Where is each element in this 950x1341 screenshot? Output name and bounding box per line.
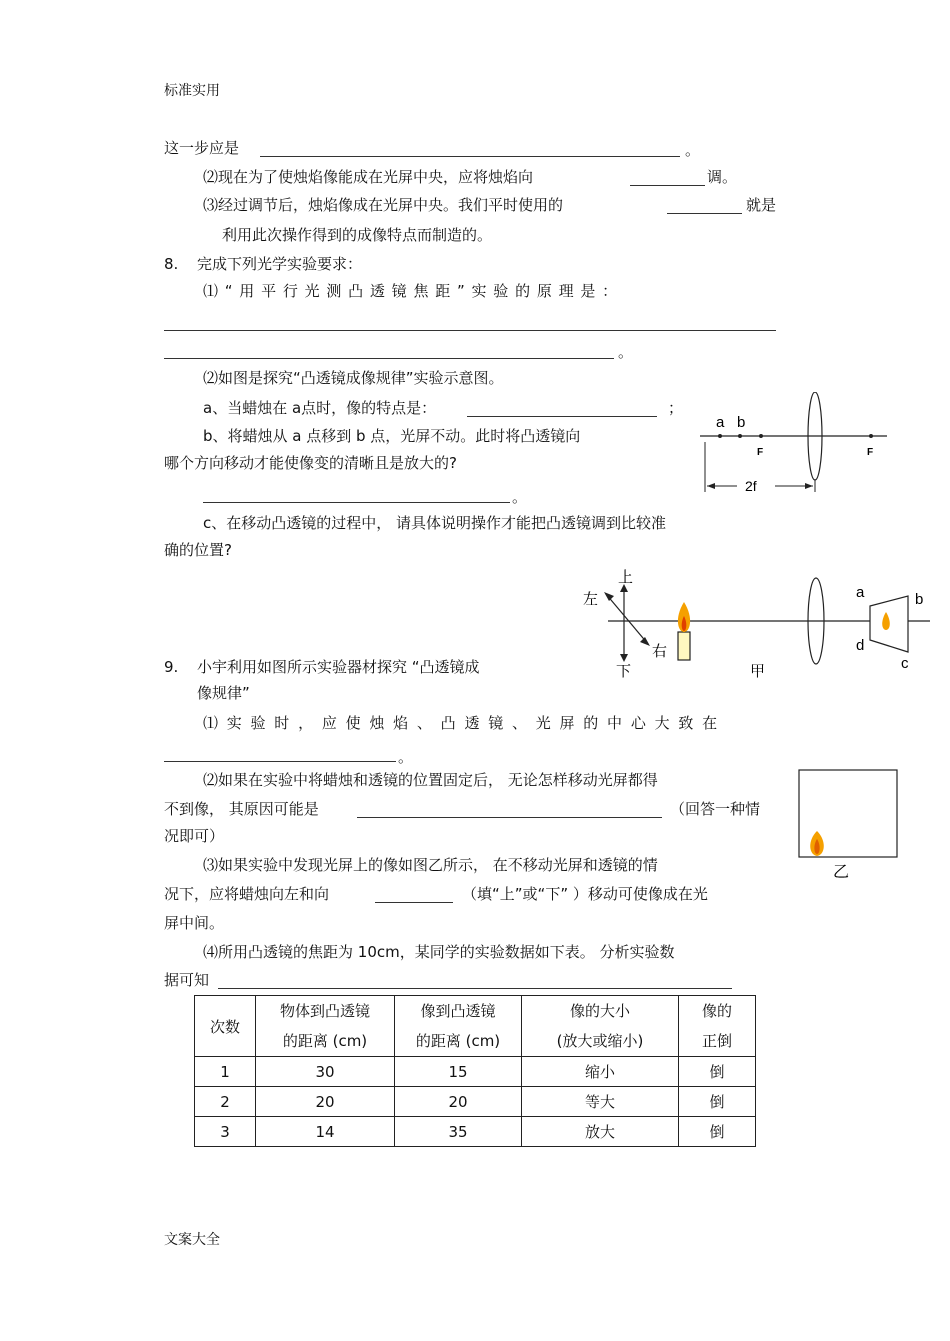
header-cell: 像的大小 (放大或缩小) — [522, 996, 679, 1057]
q7-line1: 这一步应是 — [164, 139, 240, 157]
label-right: 右 — [652, 643, 668, 660]
header-cell: 物体到凸透镜 的距离 (cm) — [256, 996, 395, 1057]
label-c: c — [901, 655, 909, 672]
table-cell: 倒 — [679, 1087, 756, 1117]
label-a: a — [716, 414, 725, 431]
q9-part4-b: 据可知 — [164, 971, 210, 989]
screen-figure-yi — [795, 767, 905, 882]
answer-blank — [357, 817, 662, 818]
table-cell: 1 — [195, 1057, 256, 1087]
table-cell: 放大 — [522, 1117, 679, 1147]
q9-part2-c: 况即可） — [164, 827, 225, 845]
table-cell: 2 — [195, 1087, 256, 1117]
table-cell: 倒 — [679, 1057, 756, 1087]
q8-part-a-end: ； — [668, 399, 684, 417]
page-header: 标准实用 — [164, 83, 220, 99]
answer-blank — [203, 502, 510, 503]
label-f1: F — [757, 447, 764, 458]
table-header-row — [195, 996, 756, 1057]
q8-part-a: a、当蜡烛在 a点时，像的特点是： — [203, 399, 437, 417]
q8-title: 完成下列光学实验要求： — [197, 255, 363, 273]
q9-title-1: 小宇利用如图所示实验器材探究 “凸透镜成 — [197, 658, 480, 676]
q9-title-2: 像规律” — [197, 684, 250, 702]
answer-blank — [164, 358, 614, 359]
q8-part-b1: b、将蜡烛从 a 点移到 b 点，光屏不动。此时将凸透镜向 — [203, 427, 581, 445]
lens-diagram — [695, 392, 895, 502]
q8-part-b2: 哪个方向移动才能使像变的清晰且是放大的? — [164, 454, 457, 472]
table-cell: 35 — [395, 1117, 522, 1147]
table-row — [195, 1057, 756, 1087]
label-left: 左 — [583, 591, 599, 608]
q7-part2: ⑵现在为了使烛焰像能成在光屏中央，应将烛焰向 — [203, 168, 534, 186]
answer-blank — [164, 761, 396, 762]
label-up: 上 — [618, 569, 634, 586]
table-cell: 倒 — [679, 1117, 756, 1147]
header-cell: 次数 — [195, 996, 256, 1057]
label-f2: F — [867, 447, 874, 458]
answer-blank — [218, 988, 732, 989]
q9-part1: ⑴ 实 验 时 ， 应 使 烛 焰 、 凸 透 镜 、 光 屏 的 中 心 大 致 在 — [203, 714, 718, 732]
q9-part3-a: ⑶如果实验中发现光屏上的像如图乙所示， 在不移动光屏和透镜的情 — [203, 856, 658, 874]
q9-part3-c: 屏中间。 — [164, 914, 225, 932]
answer-blank — [164, 330, 776, 331]
table-cell: 20 — [256, 1087, 395, 1117]
table-row — [195, 1117, 756, 1147]
label-b: b — [915, 591, 924, 608]
q8-part-b-end: 。 — [512, 488, 528, 506]
label-2f: 2f — [745, 478, 757, 494]
focal-point-right — [869, 434, 873, 438]
label-down: 下 — [616, 663, 632, 680]
focal-point-left — [759, 434, 763, 438]
q8-part1: ⑴ “ 用 平 行 光 测 凸 透 镜 焦 距 ” 实 验 的 原 理 是 ： — [203, 282, 618, 300]
table-cell: 缩小 — [522, 1057, 679, 1087]
q8-part-c1: c、在移动凸透镜的过程中， 请具体说明操作才能把凸透镜调到比较准 — [203, 514, 667, 532]
label-d: d — [856, 637, 865, 654]
q8-part-c2: 确的位置? — [164, 541, 232, 559]
q8-number: 8. — [164, 255, 179, 273]
q7-part3-end: 就是 — [746, 196, 777, 214]
point-b — [738, 434, 742, 438]
q9-part2-a: ⑵如果在实验中将蜡烛和透镜的位置固定后， 无论怎样移动光屏都得 — [203, 771, 658, 789]
answer-blank — [667, 213, 742, 214]
answer-blank — [467, 416, 657, 417]
q9-part2-b-end: （回答一种情 — [670, 800, 761, 818]
q7-line1-end: 。 — [685, 141, 701, 159]
header-cell: 像到凸透镜 的距离 (cm) — [395, 996, 522, 1057]
q7-part3: ⑶经过调节后，烛焰像成在光屏中央。我们平时使用的 — [203, 196, 564, 214]
q8-part1-end: 。 — [618, 343, 634, 361]
table-cell: 等大 — [522, 1087, 679, 1117]
table-cell: 30 — [256, 1057, 395, 1087]
table-row — [195, 1087, 756, 1117]
table-cell: 15 — [395, 1057, 522, 1087]
label-a: a — [856, 584, 865, 601]
q9-number: 9. — [164, 658, 179, 676]
page-footer: 文案大全 — [164, 1232, 220, 1248]
label-jia: 甲 — [750, 663, 766, 680]
header-cell: 像的 正倒 — [679, 996, 756, 1057]
q7-part2-end: 调。 — [707, 168, 738, 186]
table-cell: 14 — [256, 1117, 395, 1147]
experiment-figure-jia — [578, 564, 938, 684]
q9-part2-b: 不到像， 其原因可能是 — [164, 800, 319, 818]
table-cell: 20 — [395, 1087, 522, 1117]
table-cell: 3 — [195, 1117, 256, 1147]
q9-part3-b-end: （填“上”或“下” ）移动可使像成在光 — [462, 885, 708, 903]
candle — [678, 632, 690, 660]
q9-part1-end: 。 — [398, 748, 414, 766]
q9-part3-b: 况下，应将蜡烛向左和向 — [164, 885, 330, 903]
q9-part4-a: ⑷所用凸透镜的焦距为 10cm，某同学的实验数据如下表。 分析实验数 — [203, 943, 675, 961]
point-a — [718, 434, 722, 438]
label-yi: 乙 — [833, 864, 850, 881]
answer-blank — [375, 902, 453, 903]
answer-blank — [260, 156, 680, 157]
answer-blank — [630, 185, 705, 186]
data-table — [194, 995, 756, 1147]
q7-part3-cont: 利用此次操作得到的成像特点而制造的。 — [222, 226, 493, 244]
label-b: b — [737, 414, 746, 431]
q8-part2: ⑵如图是探究“凸透镜成像规律”实验示意图。 — [203, 369, 504, 387]
